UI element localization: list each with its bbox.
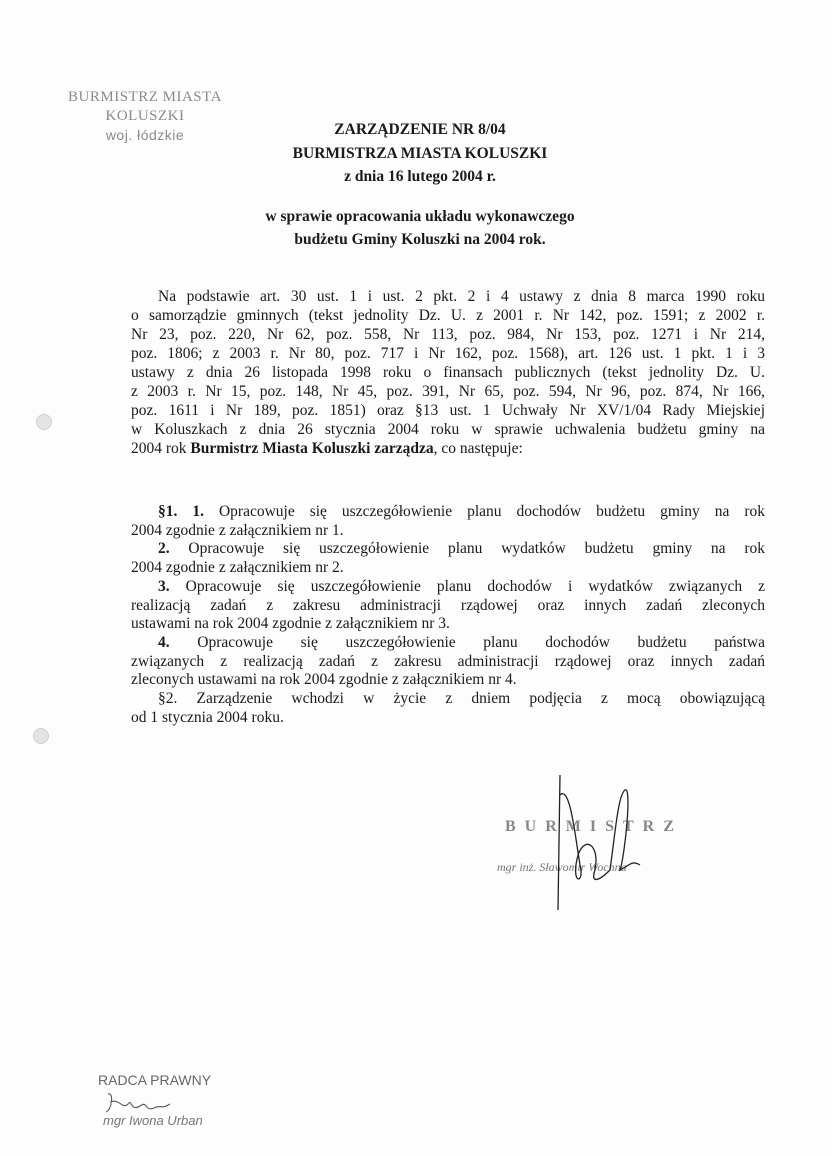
office-stamp bbox=[50, 88, 240, 145]
text-line bbox=[131, 326, 765, 344]
text: w Koluszkach z dnia 26 stycznia 2004 roku w sprawie uchwalenia budżetu gminy na bbox=[131, 421, 765, 438]
text: ustawy z dnia 26 listopada 1998 roku o finansach publicznych (tekst jednolity Dz. U. bbox=[131, 364, 765, 381]
text: zleconych ustawami na rok 2004 zgodnie z załącznikiem nr 4. bbox=[131, 671, 517, 689]
document-title: ZARZĄDZENIE NR 8/04 bbox=[334, 121, 506, 138]
text-line bbox=[158, 540, 765, 558]
text-line bbox=[131, 421, 765, 439]
text-line bbox=[158, 288, 765, 306]
text-line bbox=[131, 307, 765, 325]
text-line bbox=[131, 383, 765, 401]
text: Opracowuje się uszczegółowienie planu dochodów i wydatków związanych z bbox=[169, 577, 765, 595]
text: z 2003 r. Nr 15, poz. 148, Nr 45, poz. 391, Nr 65, poz. 594, Nr 96, poz. 874, Nr 166, bbox=[131, 383, 765, 400]
bold-text: 2. bbox=[158, 540, 170, 558]
document-date: z dnia 16 lutego 2004 r. bbox=[344, 168, 496, 185]
text: poz. 1611 i Nr 189, poz. 1851) oraz §13 ust. 1 Uchwały Nr XV/1/04 Rady Miejskiej bbox=[131, 402, 765, 419]
text: 2004 zgodnie z załącznikiem nr 2. bbox=[131, 559, 344, 577]
signature-title: BURMISTRZ bbox=[505, 818, 683, 835]
text-line bbox=[158, 503, 765, 521]
text: Na podstawie art. 30 ust. 1 i ust. 2 pkt. 2 i 4 ustawy z dnia 8 marca 1990 roku bbox=[158, 288, 765, 305]
text: o samorządzie gminnych (tekst jednolity Dz. U. z 2001 r. Nr 142, poz. 1591; z 2002 r. bbox=[131, 307, 765, 324]
signature-name: mgr inż. Sławomir Wochna bbox=[497, 860, 627, 874]
text: 2004 zgodnie z załącznikiem nr 1. bbox=[131, 521, 344, 539]
text: związanych z realizacją zadań z zakresu administracji rządowej oraz innych zadań bbox=[131, 652, 765, 670]
text-line bbox=[131, 559, 765, 577]
text: Opracowuje się uszczegółowienie planu dochodów budżetu państwa bbox=[169, 633, 765, 651]
punch-hole bbox=[36, 414, 52, 430]
text: poz. 1806; z 2003 r. Nr 80, poz. 717 i Nr 162, poz. 1568), art. 126 ust. 1 pkt. 1 i 3 bbox=[131, 345, 765, 362]
text: 2004 rok bbox=[131, 440, 191, 457]
text-line bbox=[131, 597, 765, 615]
text-line bbox=[131, 671, 765, 689]
text-line bbox=[131, 522, 765, 540]
subject-line: budżetu Gminy Koluszki na 2004 rok. bbox=[294, 231, 546, 248]
text: od 1 stycznia 2004 roku. bbox=[131, 708, 284, 726]
text: , co następuje: bbox=[433, 440, 523, 457]
stamp-line: woj. łódzkie bbox=[105, 127, 185, 143]
stamp-line: BURMISTRZ MIASTA bbox=[68, 89, 222, 105]
bold-text: 4. bbox=[158, 633, 170, 651]
text-line bbox=[131, 615, 765, 633]
text-line bbox=[131, 402, 765, 420]
text: realizacją zadań z zakresu administracji rządowej oraz innych zadań zleconych bbox=[131, 596, 765, 614]
subject-line: w sprawie opracowania układu wykonawczego bbox=[265, 208, 575, 225]
legal-stamp-title: RADCA PRAWNY bbox=[98, 1072, 212, 1088]
text-line bbox=[131, 709, 765, 727]
handwritten-signature bbox=[540, 775, 690, 915]
text-line bbox=[131, 345, 765, 363]
legal-stamp-name: mgr Iwona Urban bbox=[103, 1113, 203, 1128]
text-line bbox=[131, 440, 765, 458]
text-line bbox=[158, 690, 765, 708]
text: Nr 23, poz. 220, Nr 62, poz. 558, Nr 113, poz. 984, Nr 153, poz. 1271 i Nr 214, bbox=[131, 326, 765, 343]
text-line bbox=[131, 364, 765, 382]
text: ustawami na rok 2004 zgodnie z załącznikiem nr 3. bbox=[131, 615, 450, 633]
text: §2. Zarządzenie wchodzi w życie z dniem podjęcia z mocą obowiązującą bbox=[158, 690, 765, 707]
text-line bbox=[158, 634, 765, 652]
bold-text: §1. 1. bbox=[158, 503, 204, 520]
stamp-line: KOLUSZKI bbox=[105, 108, 185, 124]
bold-text: 3. bbox=[158, 577, 170, 595]
issuer: BURMISTRZA MIASTA KOLUSZKI bbox=[292, 145, 548, 162]
text-line bbox=[131, 653, 765, 671]
punch-hole bbox=[33, 728, 49, 744]
text-line bbox=[158, 578, 765, 596]
text: Opracowuje się uszczegółowienie planu wydatków budżetu gminy na rok bbox=[169, 540, 765, 558]
bold-text: Burmistrz Miasta Koluszki zarządza bbox=[190, 440, 434, 457]
text: Opracowuje się uszczegółowienie planu dochodów budżetu gminy na rok bbox=[204, 503, 766, 520]
